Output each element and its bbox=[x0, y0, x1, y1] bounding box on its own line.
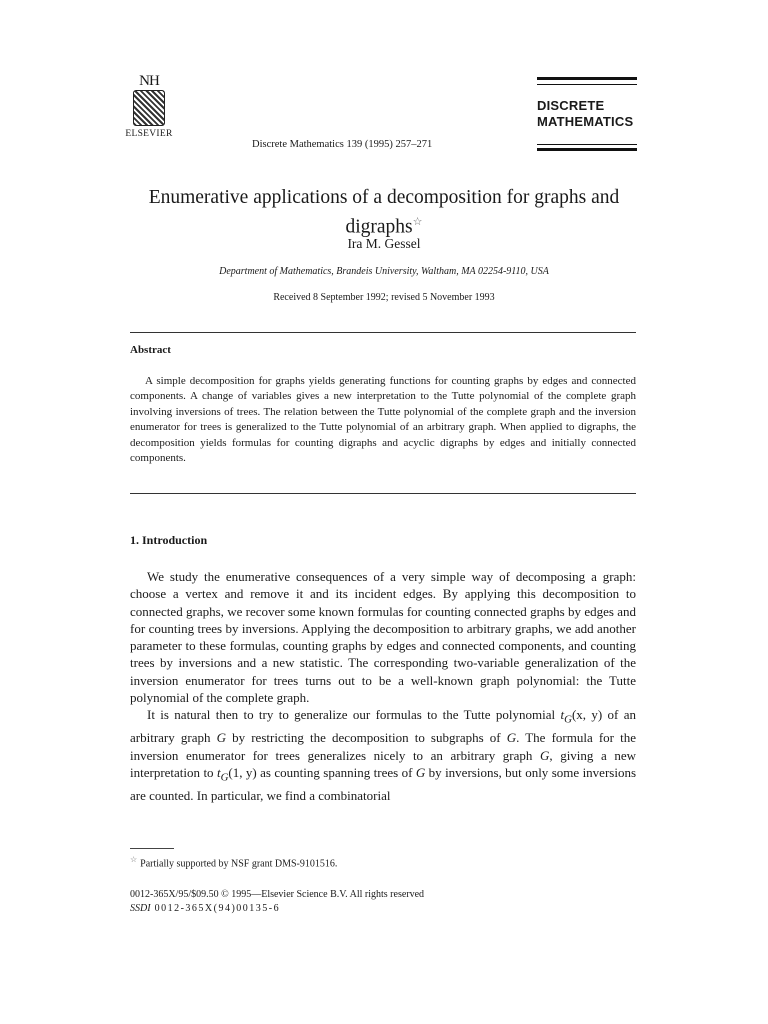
masthead-rule-top-thin bbox=[537, 84, 637, 85]
ssdi-line bbox=[130, 902, 424, 916]
journal-name bbox=[537, 98, 647, 130]
abstract-rule-bottom bbox=[130, 493, 636, 494]
abstract-rule-top bbox=[130, 332, 636, 333]
nh-logo-mark: NH bbox=[139, 73, 159, 89]
footnote-rule bbox=[130, 848, 174, 849]
author-affiliation: Department of Mathematics, Brandeis University, Waltham, MA 02254-9110, USA bbox=[219, 266, 549, 277]
title-footnote-mark: ☆ bbox=[412, 216, 423, 228]
elsevier-logo bbox=[113, 74, 185, 139]
intro-paragraph-2: It is natural then to try to generalize our formulas to the Tutte polynomial $t_G(x$, y) of an arbitrary graph G by restricting the decomposition to subgraphs of G. The formula for the inversion enumerator for trees generalizes nicely to an arbitrary graph G, giving a new interpretation to $t_G(1$, y) as counting spanning trees of G by inversions, but only some inversions are counted. In particular, we find a combinatorial bbox=[130, 707, 637, 803]
footnote-mark: ☆ bbox=[130, 855, 138, 864]
abstract-heading: Abstract bbox=[130, 344, 171, 356]
article-title bbox=[110, 186, 658, 240]
article-title-text: Enumerative applications of a decomposition for graphs and digraphs bbox=[148, 187, 620, 238]
ssdi-code: 0012-365X(94)00135-6 bbox=[154, 903, 281, 914]
intro-paragraph-1: We study the enumerative consequences of a very simple way of decomposing a graph: choose a vertex and remove it and its incident edges. By applying this decomposition to connected graphs, we recover some known formulas for counting connected graphs by edges and for counting trees by inversions. Applying the decomposition to arbitrary graphs, we add another parameter to these formulas, counting graphs by edges and connected components, and counting trees by inversions and a new statistic. The corresponding two-variable generalization of the inversion enumerator for trees turns out to be a well-known graph polynomial: the Tutte polynomial of the complete graph. bbox=[130, 569, 636, 706]
journal-citation: Discrete Mathematics 139 (1995) 257–271 bbox=[252, 139, 433, 150]
masthead-rule-top bbox=[537, 77, 637, 80]
abstract-text: A simple decomposition for graphs yields generating functions for counting graphs by edges and connected components. A change of variables gives a new interpretation to the Tutte polynomial of the complete graph involving inversions of trees. The relation between the Tutte polynomial of the complete graph and the inversion enumerator for trees is generalized to the Tutte polynomial of an arbitrary graph. When applied to digraphs, the decomposition yields formulas for counting digraphs and acyclic digraphs by edges and initially connected components. bbox=[130, 375, 636, 465]
elsevier-tree-icon bbox=[133, 90, 165, 126]
journal-name-line1: DISCRETE bbox=[537, 98, 605, 113]
masthead-rule-bottom bbox=[537, 148, 637, 151]
author-name: Ira M. Gessel bbox=[347, 236, 421, 251]
introduction-body bbox=[130, 568, 636, 804]
copyright-line: 0012-365X/95/$09.50 © 1995—Elsevier Science B.V. All rights reserved bbox=[130, 889, 425, 900]
received-dates: Received 8 September 1992; revised 5 November 1993 bbox=[273, 292, 495, 303]
ssdi-label: SSDI bbox=[130, 903, 151, 914]
masthead-rule-bottom-thin bbox=[537, 144, 637, 145]
footnote-text: Partially supported by NSF grant DMS-9101516. bbox=[140, 858, 338, 870]
footnote bbox=[130, 855, 337, 869]
copyright-block bbox=[130, 888, 424, 916]
publisher-name: ELSEVIER bbox=[125, 129, 173, 139]
journal-name-line2: MATHEMATICS bbox=[537, 114, 634, 129]
section-heading: 1. Introduction bbox=[130, 533, 208, 547]
